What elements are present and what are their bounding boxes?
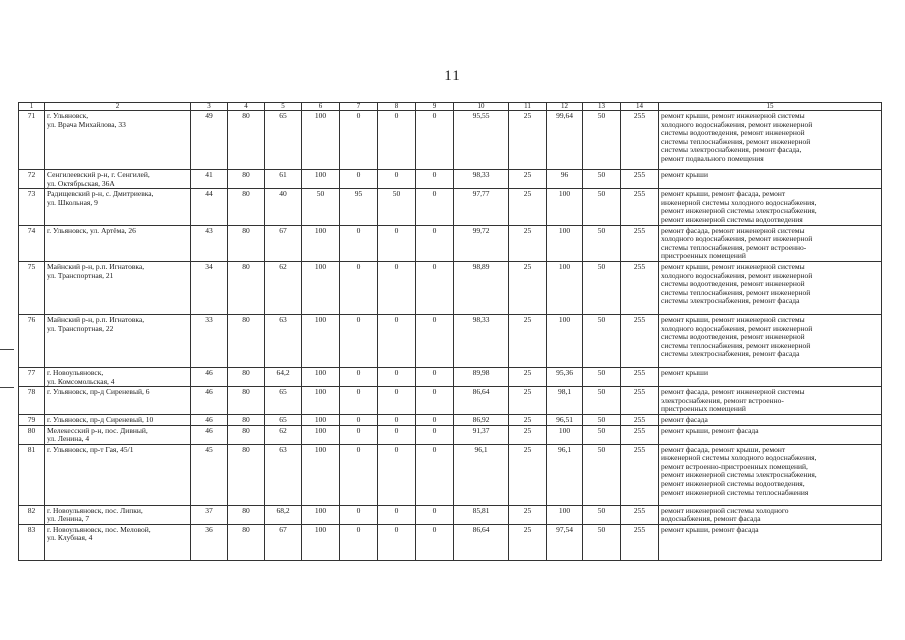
address-cell: г. Ульяновск, пр-д Сиреневый, 10 xyxy=(45,414,191,425)
value-cell: 100 xyxy=(302,387,340,415)
repair-works-cell: ремонт фасада, ремонт инженерной системы холодного водоснабжения, ремонт инженерной системы теплоснабжения, ремонт встроенно- пристроенных помещений xyxy=(659,225,882,261)
value-cell: 0 xyxy=(378,524,416,560)
margin-mark xyxy=(0,387,14,388)
value-cell: 98,33 xyxy=(454,170,509,189)
row-number-cell: 80 xyxy=(19,425,45,444)
value-cell: 50 xyxy=(583,387,621,415)
value-cell: 97,77 xyxy=(454,189,509,225)
value-cell: 100 xyxy=(302,425,340,444)
value-cell: 25 xyxy=(509,505,547,524)
value-cell: 0 xyxy=(416,261,454,314)
address-cell: г. Новоульяновск, пос. Липки, ул. Ленина, 7 xyxy=(45,505,191,524)
value-cell: 25 xyxy=(509,261,547,314)
value-cell: 100 xyxy=(302,261,340,314)
column-header: 14 xyxy=(621,103,659,111)
value-cell: 62 xyxy=(265,261,302,314)
address-cell: Сенгилеевский р-н, г. Сенгилей, ул. Октябрьская, 36А xyxy=(45,170,191,189)
value-cell: 255 xyxy=(621,524,659,560)
repair-works-cell: ремонт крыши, ремонт инженерной системы холодного водоснабжения, ремонт инженерной системы водоотведения, ремонт инженерной системы теплоснабжения, ремонт инженерной системы электроснабжения, ремонт фасада xyxy=(659,261,882,314)
value-cell: 91,37 xyxy=(454,425,509,444)
address-cell: Мелекесский р-н, пос. Дивный, ул. Ленина, 4 xyxy=(45,425,191,444)
value-cell: 0 xyxy=(340,170,378,189)
value-cell: 0 xyxy=(340,414,378,425)
value-cell: 89,98 xyxy=(454,367,509,386)
repair-works-cell: ремонт фасада, ремонт крыши, ремонт инженерной системы холодного водоснабжения, ремонт встроенно-пристроенных помещений, ремонт инженерной системы электроснабжения, ремонт инженерной системы водоотведения, ремонт инженерной системы теплоснабжения xyxy=(659,444,882,505)
value-cell: 50 xyxy=(583,189,621,225)
value-cell: 65 xyxy=(265,111,302,170)
column-header: 1 xyxy=(19,103,45,111)
repair-works-cell: ремонт фасада, ремонт инженерной системы электроснабжения, ремонт встроенно- пристроенных помещений xyxy=(659,387,882,415)
row-number-cell: 79 xyxy=(19,414,45,425)
value-cell: 61 xyxy=(265,170,302,189)
value-cell: 80 xyxy=(228,314,265,367)
value-cell: 50 xyxy=(583,505,621,524)
value-cell: 95,36 xyxy=(547,367,583,386)
table-row xyxy=(19,261,882,314)
value-cell: 65 xyxy=(265,387,302,415)
row-number-cell: 82 xyxy=(19,505,45,524)
row-number-cell: 81 xyxy=(19,444,45,505)
value-cell: 63 xyxy=(265,444,302,505)
value-cell: 34 xyxy=(191,261,228,314)
row-number-cell: 72 xyxy=(19,170,45,189)
value-cell: 0 xyxy=(416,170,454,189)
value-cell: 255 xyxy=(621,170,659,189)
value-cell: 0 xyxy=(416,414,454,425)
value-cell: 67 xyxy=(265,225,302,261)
value-cell: 98,33 xyxy=(454,314,509,367)
column-header: 4 xyxy=(228,103,265,111)
value-cell: 0 xyxy=(416,189,454,225)
value-cell: 50 xyxy=(583,170,621,189)
value-cell: 25 xyxy=(509,444,547,505)
row-number-cell: 75 xyxy=(19,261,45,314)
row-number-cell: 77 xyxy=(19,367,45,386)
value-cell: 46 xyxy=(191,387,228,415)
row-number-cell: 74 xyxy=(19,225,45,261)
table-row xyxy=(19,225,882,261)
value-cell: 80 xyxy=(228,261,265,314)
value-cell: 0 xyxy=(378,225,416,261)
value-cell: 99,64 xyxy=(547,111,583,170)
column-header: 7 xyxy=(340,103,378,111)
value-cell: 0 xyxy=(416,425,454,444)
value-cell: 80 xyxy=(228,444,265,505)
value-cell: 50 xyxy=(583,524,621,560)
value-cell: 50 xyxy=(583,425,621,444)
value-cell: 0 xyxy=(340,524,378,560)
value-cell: 50 xyxy=(583,261,621,314)
value-cell: 41 xyxy=(191,170,228,189)
table-row xyxy=(19,170,882,189)
value-cell: 255 xyxy=(621,225,659,261)
value-cell: 100 xyxy=(302,314,340,367)
value-cell: 96,51 xyxy=(547,414,583,425)
value-cell: 67 xyxy=(265,524,302,560)
value-cell: 36 xyxy=(191,524,228,560)
value-cell: 0 xyxy=(340,367,378,386)
value-cell: 80 xyxy=(228,414,265,425)
value-cell: 255 xyxy=(621,414,659,425)
column-header: 15 xyxy=(659,103,882,111)
value-cell: 0 xyxy=(340,111,378,170)
value-cell: 255 xyxy=(621,111,659,170)
value-cell: 97,54 xyxy=(547,524,583,560)
value-cell: 100 xyxy=(547,425,583,444)
value-cell: 100 xyxy=(547,261,583,314)
repair-works-cell: ремонт крыши, ремонт фасада, ремонт инженерной системы холодного водоснабжения, ремонт инженерной системы электроснабжения, ремонт инженерной системы водоотведения xyxy=(659,189,882,225)
value-cell: 40 xyxy=(265,189,302,225)
value-cell: 25 xyxy=(509,524,547,560)
value-cell: 100 xyxy=(302,225,340,261)
address-cell: г. Ульяновск, пр-т Гая, 45/1 xyxy=(45,444,191,505)
value-cell: 98,89 xyxy=(454,261,509,314)
table-row xyxy=(19,505,882,524)
table-row xyxy=(19,314,882,367)
address-cell: г. Ульяновск, ул. Врача Михайлова, 33 xyxy=(45,111,191,170)
value-cell: 46 xyxy=(191,414,228,425)
repair-works-cell: ремонт крыши, ремонт инженерной системы холодного водоснабжения, ремонт инженерной системы водоотведения, ремонт инженерной системы теплоснабжения, ремонт инженерной системы электроснабжения, ремонт фасада, ремонт подвального помещения xyxy=(659,111,882,170)
column-header: 11 xyxy=(509,103,547,111)
value-cell: 0 xyxy=(416,444,454,505)
address-cell: Радищевский р-н, с. Дмитриевка, ул. Школьная, 9 xyxy=(45,189,191,225)
value-cell: 46 xyxy=(191,367,228,386)
address-cell: Майнский р-н, р.п. Игнатовка, ул. Транспортная, 21 xyxy=(45,261,191,314)
table-row xyxy=(19,425,882,444)
value-cell: 25 xyxy=(509,414,547,425)
value-cell: 50 xyxy=(583,414,621,425)
page-number: 11 xyxy=(444,68,461,84)
value-cell: 255 xyxy=(621,261,659,314)
value-cell: 255 xyxy=(621,314,659,367)
table-header xyxy=(19,103,882,111)
value-cell: 49 xyxy=(191,111,228,170)
value-cell: 100 xyxy=(547,314,583,367)
value-cell: 100 xyxy=(547,505,583,524)
column-header: 12 xyxy=(547,103,583,111)
value-cell: 80 xyxy=(228,387,265,415)
value-cell: 25 xyxy=(509,425,547,444)
row-number-cell: 78 xyxy=(19,387,45,415)
column-header: 13 xyxy=(583,103,621,111)
table-row xyxy=(19,367,882,386)
value-cell: 63 xyxy=(265,314,302,367)
table-row xyxy=(19,189,882,225)
table-row xyxy=(19,414,882,425)
column-header: 8 xyxy=(378,103,416,111)
value-cell: 25 xyxy=(509,170,547,189)
header-row xyxy=(19,103,882,111)
value-cell: 25 xyxy=(509,387,547,415)
value-cell: 65 xyxy=(265,414,302,425)
value-cell: 96 xyxy=(547,170,583,189)
value-cell: 25 xyxy=(509,111,547,170)
value-cell: 95 xyxy=(340,189,378,225)
value-cell: 255 xyxy=(621,387,659,415)
address-cell: г. Новоульяновск, ул. Комсомольская, 4 xyxy=(45,367,191,386)
value-cell: 100 xyxy=(302,414,340,425)
value-cell: 50 xyxy=(378,189,416,225)
repair-works-cell: ремонт крыши xyxy=(659,367,882,386)
building-repair-table xyxy=(18,102,882,561)
value-cell: 50 xyxy=(583,225,621,261)
value-cell: 86,92 xyxy=(454,414,509,425)
row-number-cell: 83 xyxy=(19,524,45,560)
address-cell: г. Ульяновск, пр-д Сиреневый, 6 xyxy=(45,387,191,415)
column-header: 10 xyxy=(454,103,509,111)
row-number-cell: 76 xyxy=(19,314,45,367)
value-cell: 85,81 xyxy=(454,505,509,524)
value-cell: 68,2 xyxy=(265,505,302,524)
value-cell: 0 xyxy=(378,444,416,505)
table-body xyxy=(19,111,882,561)
value-cell: 100 xyxy=(302,505,340,524)
value-cell: 100 xyxy=(302,524,340,560)
value-cell: 46 xyxy=(191,425,228,444)
row-number-cell: 73 xyxy=(19,189,45,225)
value-cell: 80 xyxy=(228,367,265,386)
column-header: 2 xyxy=(45,103,191,111)
value-cell: 62 xyxy=(265,425,302,444)
value-cell: 255 xyxy=(621,367,659,386)
table-row xyxy=(19,524,882,560)
value-cell: 50 xyxy=(583,367,621,386)
value-cell: 50 xyxy=(302,189,340,225)
repair-works-cell: ремонт крыши, ремонт фасада xyxy=(659,524,882,560)
value-cell: 0 xyxy=(340,261,378,314)
value-cell: 25 xyxy=(509,189,547,225)
value-cell: 0 xyxy=(340,314,378,367)
value-cell: 0 xyxy=(416,367,454,386)
value-cell: 80 xyxy=(228,189,265,225)
value-cell: 0 xyxy=(340,425,378,444)
repair-works-cell: ремонт фасада xyxy=(659,414,882,425)
table-row xyxy=(19,444,882,505)
value-cell: 50 xyxy=(583,111,621,170)
value-cell: 0 xyxy=(416,387,454,415)
value-cell: 95,55 xyxy=(454,111,509,170)
value-cell: 0 xyxy=(416,314,454,367)
value-cell: 0 xyxy=(416,524,454,560)
column-header: 5 xyxy=(265,103,302,111)
value-cell: 100 xyxy=(547,189,583,225)
value-cell: 80 xyxy=(228,524,265,560)
value-cell: 0 xyxy=(378,111,416,170)
repair-works-cell: ремонт инженерной системы холодного водоснабжения, ремонт фасада xyxy=(659,505,882,524)
address-cell: Майнский р-н, р.п. Игнатовка, ул. Транспортная, 22 xyxy=(45,314,191,367)
value-cell: 96,1 xyxy=(454,444,509,505)
column-header: 6 xyxy=(302,103,340,111)
value-cell: 0 xyxy=(378,387,416,415)
value-cell: 98,1 xyxy=(547,387,583,415)
value-cell: 86,64 xyxy=(454,387,509,415)
value-cell: 0 xyxy=(378,314,416,367)
value-cell: 0 xyxy=(378,170,416,189)
value-cell: 80 xyxy=(228,425,265,444)
column-header: 9 xyxy=(416,103,454,111)
value-cell: 100 xyxy=(547,225,583,261)
value-cell: 45 xyxy=(191,444,228,505)
value-cell: 64,2 xyxy=(265,367,302,386)
value-cell: 255 xyxy=(621,189,659,225)
value-cell: 0 xyxy=(378,367,416,386)
row-number-cell: 71 xyxy=(19,111,45,170)
value-cell: 37 xyxy=(191,505,228,524)
value-cell: 80 xyxy=(228,170,265,189)
value-cell: 25 xyxy=(509,367,547,386)
value-cell: 25 xyxy=(509,314,547,367)
value-cell: 96,1 xyxy=(547,444,583,505)
value-cell: 0 xyxy=(340,225,378,261)
column-header: 3 xyxy=(191,103,228,111)
value-cell: 255 xyxy=(621,425,659,444)
value-cell: 25 xyxy=(509,225,547,261)
value-cell: 80 xyxy=(228,225,265,261)
value-cell: 0 xyxy=(340,387,378,415)
value-cell: 0 xyxy=(378,261,416,314)
value-cell: 0 xyxy=(378,505,416,524)
repair-works-cell: ремонт крыши xyxy=(659,170,882,189)
value-cell: 100 xyxy=(302,444,340,505)
value-cell: 0 xyxy=(340,505,378,524)
repair-works-cell: ремонт крыши, ремонт фасада xyxy=(659,425,882,444)
address-cell: г. Ульяновск, ул. Артёма, 26 xyxy=(45,225,191,261)
value-cell: 0 xyxy=(416,505,454,524)
value-cell: 100 xyxy=(302,367,340,386)
table-row xyxy=(19,111,882,170)
repair-works-cell: ремонт крыши, ремонт инженерной системы холодного водоснабжения, ремонт инженерной системы водоотведения, ремонт инженерной системы теплоснабжения, ремонт инженерной системы электроснабжения, ремонт фасада xyxy=(659,314,882,367)
value-cell: 80 xyxy=(228,505,265,524)
value-cell: 255 xyxy=(621,505,659,524)
value-cell: 33 xyxy=(191,314,228,367)
value-cell: 44 xyxy=(191,189,228,225)
value-cell: 80 xyxy=(228,111,265,170)
value-cell: 100 xyxy=(302,111,340,170)
value-cell: 99,72 xyxy=(454,225,509,261)
value-cell: 0 xyxy=(416,111,454,170)
value-cell: 86,64 xyxy=(454,524,509,560)
value-cell: 0 xyxy=(340,444,378,505)
value-cell: 50 xyxy=(583,314,621,367)
address-cell: г. Новоульяновск, пос. Меловой, ул. Клубная, 4 xyxy=(45,524,191,560)
margin-mark xyxy=(0,349,14,350)
value-cell: 0 xyxy=(378,414,416,425)
value-cell: 0 xyxy=(378,425,416,444)
table-row xyxy=(19,387,882,415)
value-cell: 255 xyxy=(621,444,659,505)
value-cell: 0 xyxy=(416,225,454,261)
value-cell: 50 xyxy=(583,444,621,505)
value-cell: 43 xyxy=(191,225,228,261)
value-cell: 100 xyxy=(302,170,340,189)
